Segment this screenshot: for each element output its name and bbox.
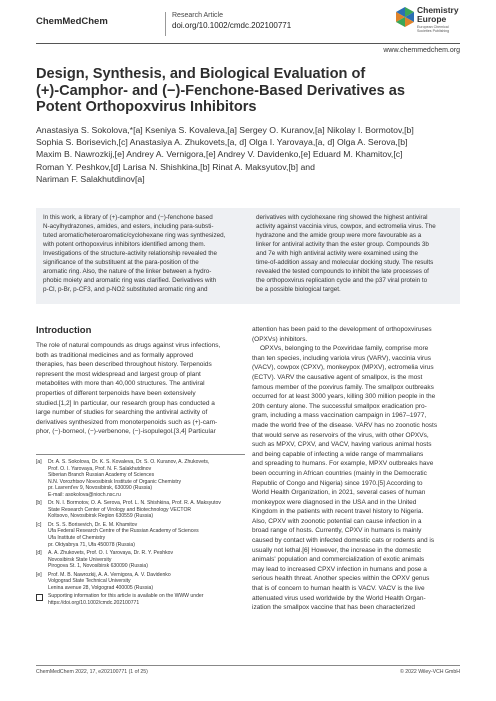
- logo-subtitle-line: Societies Publishing: [417, 29, 450, 33]
- logo-title-line: Europe: [417, 14, 447, 24]
- doi-link[interactable]: doi.org/10.1002/cmdc.202100771: [172, 21, 292, 30]
- body-line: caused by contact with infected domestic cats or rodents and is: [252, 537, 435, 545]
- author-line: Sophia S. Borisevich,[c] Anastasiya A. Zhukovets,[a, d] Olga I. Yarovaya,[a, d] Olga A. Serova,[b]: [36, 137, 408, 148]
- body-line: (VACV), cowpox (CPXV), monkeypox (MPXV), ectromelia virus: [252, 364, 434, 372]
- logo-subtitle: [417, 25, 487, 33]
- body-line: may lead to increased CPXV infection in humans and pose a: [252, 565, 427, 573]
- supporting-info: [36, 593, 245, 606]
- intro-left-column: [36, 341, 245, 437]
- affiliation-line: pr. Oktyabrya 71, Ufa 450078 (Russia): [48, 541, 135, 548]
- affiliation-item: [36, 459, 245, 498]
- body-line: and spreading to humans. For example, MPXV outbreaks have: [252, 460, 434, 468]
- body-line: that would serve as reservoirs of the virus, with other OPXVs,: [252, 431, 429, 439]
- body-line: animals' population and commercialization of exotic animals: [252, 556, 425, 564]
- author-line: Roman Y. Peshkov,[d] Larisa N. Shishkina,[b] Rinat A. Maksyutov,[b] and: [36, 161, 315, 172]
- body-line: attention has been paid to the development of orthopoxviruses: [252, 326, 432, 333]
- body-line: than ten species, including variola virus (VARV), vaccinia virus: [252, 354, 431, 362]
- header-rule: [36, 43, 460, 44]
- abstract-line: hydrazone and the amide group were more favourable as a: [256, 231, 422, 239]
- author-list: [36, 124, 460, 185]
- affiliation-line: N.N. Vorozhtsov Novosibirsk Institute of Organic Chemistry: [48, 478, 182, 485]
- journal-name: ChemMedChem: [36, 16, 108, 27]
- footer-citation: ChemMedChem 2022, 17, e202100771 (1 of 25): [36, 669, 148, 675]
- abstract-left-column: [43, 214, 243, 295]
- body-line: Also, CPXV with zoonotic potential can cause infection in a: [252, 517, 422, 525]
- body-line: (ECTV). VARV the causative agent of smallpox, is the most: [252, 373, 423, 381]
- body-line: large number of studies for searching the antiviral activity of: [36, 409, 208, 417]
- publisher-logo: [396, 5, 488, 35]
- logo-title-line: Chemistry: [417, 5, 459, 15]
- body-line: attenuated virus used worldwide by the World Health Organ-: [252, 594, 426, 602]
- title-line: Design, Synthesis, and Biological Evaluation of: [36, 66, 366, 82]
- abstract-line: Investigations of the structure-activity relationship revealed the: [43, 249, 217, 257]
- affiliation-line: Koltsovo, Novosibirsk Region 630559 (Russia): [48, 513, 154, 520]
- body-line: famous member of the poxvirus family. The smallpox outbreaks: [252, 383, 434, 391]
- affiliation-line: Ufa Institute of Chemistry: [48, 535, 106, 542]
- affiliation-tag: [c]: [36, 521, 42, 528]
- abstract-line: tuted aromatic/heteroaromatic/cyclohexane ring was synthesized,: [43, 231, 226, 239]
- affiliation-item: [36, 500, 245, 520]
- article-type: Research Article: [172, 12, 223, 19]
- affiliation-line: Novosibirsk State University: [48, 556, 112, 563]
- affiliation-line: State Research Center of Virology and Biotechnology VECTOR: [48, 506, 192, 513]
- author-line: Nariman F. Salakhutdinov[a]: [36, 173, 145, 184]
- body-line: broad range of hosts. Currently, CPXV in humans is mainly: [252, 527, 422, 535]
- abstract-line: phobic moiety and aromatic ring was clarified. Derivatives with: [43, 276, 217, 284]
- affiliations-rule: [36, 454, 245, 455]
- abstract-line: In this work, a library of (+)-camphor and (−)-fenchone based: [43, 214, 213, 221]
- body-line: 20th century alone. The successful smallpox eradication pro-: [252, 402, 427, 410]
- abstract-line: derivatives with cyclohexane ring showed the highest antiviral: [256, 214, 428, 221]
- affiliation-tag: [e]: [36, 571, 42, 578]
- abstract-line: activity against vaccinia virus, cowpox, and ectromelia virus. The: [256, 222, 436, 230]
- body-line: made the world free of the disease. VARV has no zoonotic hosts: [252, 421, 438, 429]
- body-line: occurred for at least 3000 years, killing 300 million people in the: [252, 393, 436, 401]
- abstract-line: p-Cl, p-Br, p-CF3, and p-NO2 substituted aromatic ring and: [43, 285, 208, 293]
- affiliation-item: [36, 550, 245, 570]
- supporting-info-line: Supporting information for this article is available on the WWW under: [48, 593, 204, 600]
- chemistry-europe-logo-icon: [396, 7, 414, 27]
- section-heading-introduction: Introduction: [36, 325, 92, 336]
- abstract-line: with potent orthopoxvirus inhibitors identified among them.: [43, 240, 206, 248]
- abstract-line: and 7e with high antiviral activity were examined using the: [256, 249, 419, 257]
- abstract-line: be a possible biological target.: [256, 285, 341, 293]
- title-line: Potent Orthopoxvirus Inhibitors: [36, 99, 257, 115]
- body-line: monkeypox were diagnosed in the USA and in the United: [252, 498, 417, 506]
- header-divider: [165, 12, 166, 36]
- affiliation-item: [36, 572, 245, 592]
- affiliation-line: Prof. M. B. Nawrozkij, A. A. Vernigora, A. V. Davidenko: [48, 571, 171, 578]
- affiliation-line: Volgograd State Technical University: [48, 578, 131, 585]
- body-line: (OPXVs) inhibitors.: [252, 335, 308, 343]
- abstract-right-column: [256, 214, 456, 295]
- affiliation-item: [36, 522, 245, 548]
- body-line: metabolites with more than 40,000 structures. The antiviral: [36, 380, 205, 388]
- body-line: such as MPXV, CPXV, and VACV, having various animal hosts: [252, 441, 432, 449]
- abstract-line: aromatic ring. Also, the nature of the linker between a hydro-: [43, 267, 212, 275]
- affiliation-tag: [b]: [36, 500, 42, 507]
- body-line: ization the smallpox vaccine that has been characterized: [252, 604, 415, 612]
- body-line: been occurring in African countries (mainly in the Democratic: [252, 469, 427, 477]
- body-line: serious health threat. Another species within the OPXV genus: [252, 575, 430, 583]
- body-line: therapies, has been described throughout history. Terpenoids: [36, 361, 212, 369]
- author-line: Anastasiya S. Sokolova,*[a] Kseniya S. Kovaleva,[a] Sergey O. Kuranov,[a] Nikolay I. Bormotov,[b]: [36, 125, 414, 135]
- body-line: The role of natural compounds as drugs against virus infections,: [36, 342, 221, 349]
- abstract-line: the orthopoxvirus replication cycle and the p37 viral protein to: [256, 276, 428, 284]
- affiliation-tag: [d]: [36, 550, 42, 557]
- abstract-line: significance of the substituent at the para-position of the: [43, 258, 199, 266]
- abstract-line: N-acylhydrazones, amides, and esters, including para-substi-: [43, 222, 214, 230]
- supporting-info-icon: [36, 594, 43, 601]
- title-line: (+)-Camphor- and (−)-Fenchone-Based Derivatives as: [36, 82, 405, 99]
- affiliation-line: A. A. Zhukovets, Prof. O. I. Yarovaya, Dr. R. Y. Peshkov: [48, 550, 174, 557]
- affiliation-line: Lenina avenue 28, Volgograd 400005 (Russia): [48, 584, 154, 591]
- body-line: Republic of Congo and Nigeria) since 1970.[5] According to: [252, 479, 423, 487]
- journal-website-link[interactable]: www.chemmedchem.org: [383, 47, 460, 54]
- body-line: gram, including a mass vaccination campaign in 1967–1977,: [252, 412, 427, 420]
- body-line: usually not lethal.[6] However, the increase in the domestic: [252, 546, 422, 554]
- affiliation-line: Siberian Branch Russian Academy of Sciences: [48, 472, 155, 479]
- abstract-line: revealed the tested compounds to inhibit the late processes of: [256, 267, 429, 275]
- footer-copyright: © 2022 Wiley-VCH GmbH: [399, 669, 460, 675]
- body-line: that is of concern to human health is VACV. VACV is the live: [252, 585, 425, 593]
- footer-rule: [36, 665, 460, 666]
- affiliation-line: pr. Lavrent'ev 9, Novosibirsk, 630090 (Russia): [48, 485, 153, 492]
- abstract-line: time-of-addition assay and molecular docking study. The results: [256, 258, 434, 266]
- affiliations: [36, 459, 245, 608]
- affiliation-line: Ufa Federal Research Centre of the Russian Academy of Sciences: [48, 528, 199, 535]
- affiliation-line: Dr. N. I. Bormotov, O. A. Serova, Prof. L. N. Shishkina, Prof. R. A. Maksyutov: [48, 500, 221, 507]
- body-line: Kingdom in the patients with recent travel history to Nigeria.: [252, 508, 424, 516]
- abstract-line: linker for antiviral activity than the ester group. Compounds 3b: [256, 240, 429, 248]
- affiliation-line: Dr. A. S. Sokolova, Dr. K. S. Kovaleva, Dr. S. O. Kuranov, A. Zhukovets,: [48, 459, 210, 465]
- affiliation-line: Pirogova St. 1, Novosibirsk 630090 (Russia): [48, 563, 148, 570]
- affiliation-tag: [a]: [36, 459, 42, 465]
- body-line: derivatives synthesized from monoterpenoids such as (+)-cam-: [36, 418, 218, 426]
- intro-right-column: [252, 325, 461, 613]
- article-title: [36, 66, 466, 116]
- affiliation-line: Dr. S. S. Borisevich, Dr. E. M. Khamitov: [48, 521, 138, 528]
- affiliation-email[interactable]: E-mail: asokolova@nioch.nsc.ru: [48, 491, 121, 498]
- body-line: represent the most widespread and largest group of plant: [36, 370, 201, 378]
- logo-title: [417, 6, 459, 24]
- supporting-info-link[interactable]: https://doi.org/10.1002/cmdc.202100771: [48, 599, 140, 606]
- abstract-box: [36, 208, 460, 304]
- body-line: OPXVs, belonging to the Poxviridae family, comprise more: [260, 345, 429, 353]
- body-line: phor, (−)-borneol, (−)-verbenone, (−)-isopulegol.[3,4] Particular: [36, 428, 216, 436]
- affiliation-line: Prof. O. I. Yarovaya, Prof. N. F. Salakhutdinov: [48, 465, 152, 472]
- body-line: both as traditional medicines and as formally approved: [36, 351, 194, 359]
- author-line: Maxim B. Nawrozkij,[e] Andrey A. Vernigora,[e] Andrey V. Davidenko,[e] Eduard M. Khamitov,[c]: [36, 149, 403, 160]
- body-line: properties of different terpenoids have been extensively: [36, 389, 196, 397]
- body-line: and being capable of infecting a wide range of mammalians: [252, 450, 424, 458]
- logo-subtitle-line: European Chemical: [417, 25, 449, 29]
- body-line: studied.[1,2] In particular, our research group has conducted a: [36, 399, 215, 407]
- body-line: World Health Organization, in 2021, several cases of human: [252, 489, 426, 497]
